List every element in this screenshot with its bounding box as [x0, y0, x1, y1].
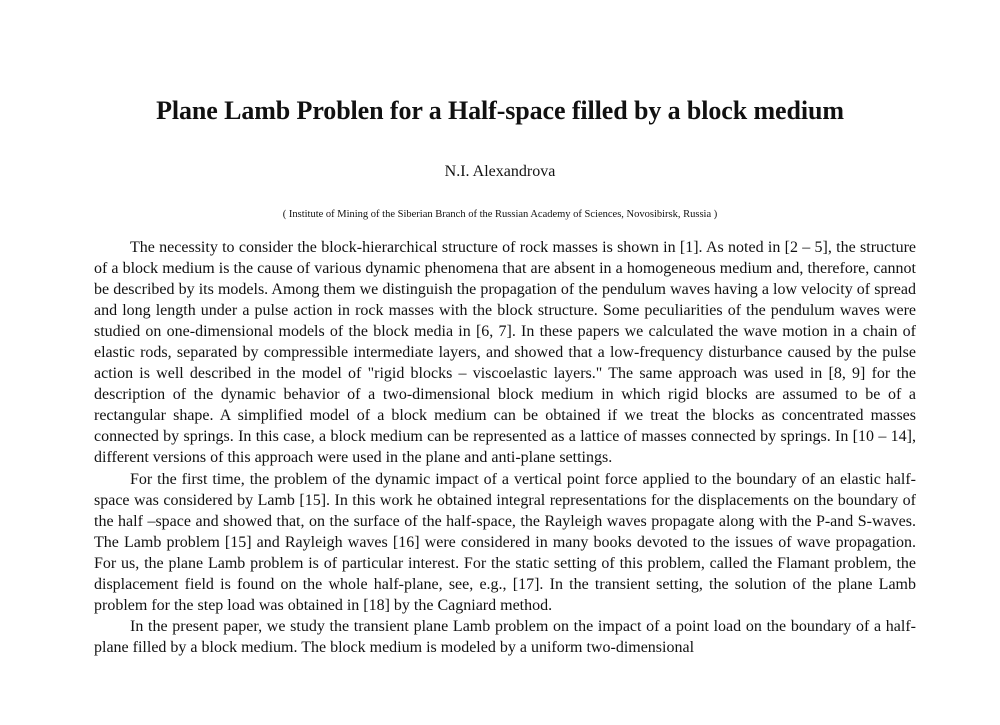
paper-body: [94, 237, 916, 658]
paper-title: Plane Lamb Problen for a Half-space filled by a block medium: [156, 96, 844, 125]
author-affiliation: ( Institute of Mining of the Siberian Branch of the Russian Academy of Sciences, Novosibirsk, Russia ): [282, 209, 718, 220]
body-paragraph: The necessity to consider the block-hierarchical structure of rock masses is shown in [1]. As noted in [2 – 5], the structure of a block medium is the cause of various dynamic phenomena that are absent in a homogeneous medium and, therefore, cannot be described by its models. Among them we distinguish the propagation of the pendulum waves having a low velocity of spread and long length under a pulse action in rock masses with the block structure. Some peculiarities of the pendulum waves were studied on one-dimensional models of the block media in [6, 7]. In these papers we calculated the wave motion in a chain of elastic rods, separated by compressible intermediate layers, and showed that a low-frequency disturbance caused by the pulse action is well described in the model of "rigid blocks – viscoelastic layers." The same approach was used in [8, 9] for the description of the dynamic behavior of a two-dimensional block medium in which rigid blocks are assumed to be of a rectangular shape. A simplified model of a block medium can be obtained if we treat the blocks as concentrated masses connected by springs. In this case, a block medium can be represented as a lattice of masses connected by springs. In [10 – 14], different versions of this approach were used in the plane and anti-plane settings.: [94, 239, 916, 467]
body-paragraph: For the first time, the problem of the dynamic impact of a vertical point force applied to the boundary of an elastic half-space was considered by Lamb [15]. In this work he obtained integral representations for the displacements on the boundary of the half –space and showed that, on the surface of the half-space, the Rayleigh waves propagate along with the P-and S-waves. The Lamb problem [15] and Rayleigh waves [16] were considered in many books devoted to the issues of wave propagation. For us, the plane Lamb problem is of particular interest. For the static setting of this problem, called the Flamant problem, the displacement field is found on the whole half-plane, see, e.g., [17]. In the transient setting, the solution of the plane Lamb problem for the step load was obtained in [18] by the Cagniard method.: [94, 470, 916, 614]
author-name: N.I. Alexandrova: [444, 163, 556, 180]
body-paragraph: In the present paper, we study the transient plane Lamb problem on the impact of a point load on the boundary of a half-plane filled by a block medium. The block medium is modeled by a uniform two-dimensional: [94, 617, 916, 656]
